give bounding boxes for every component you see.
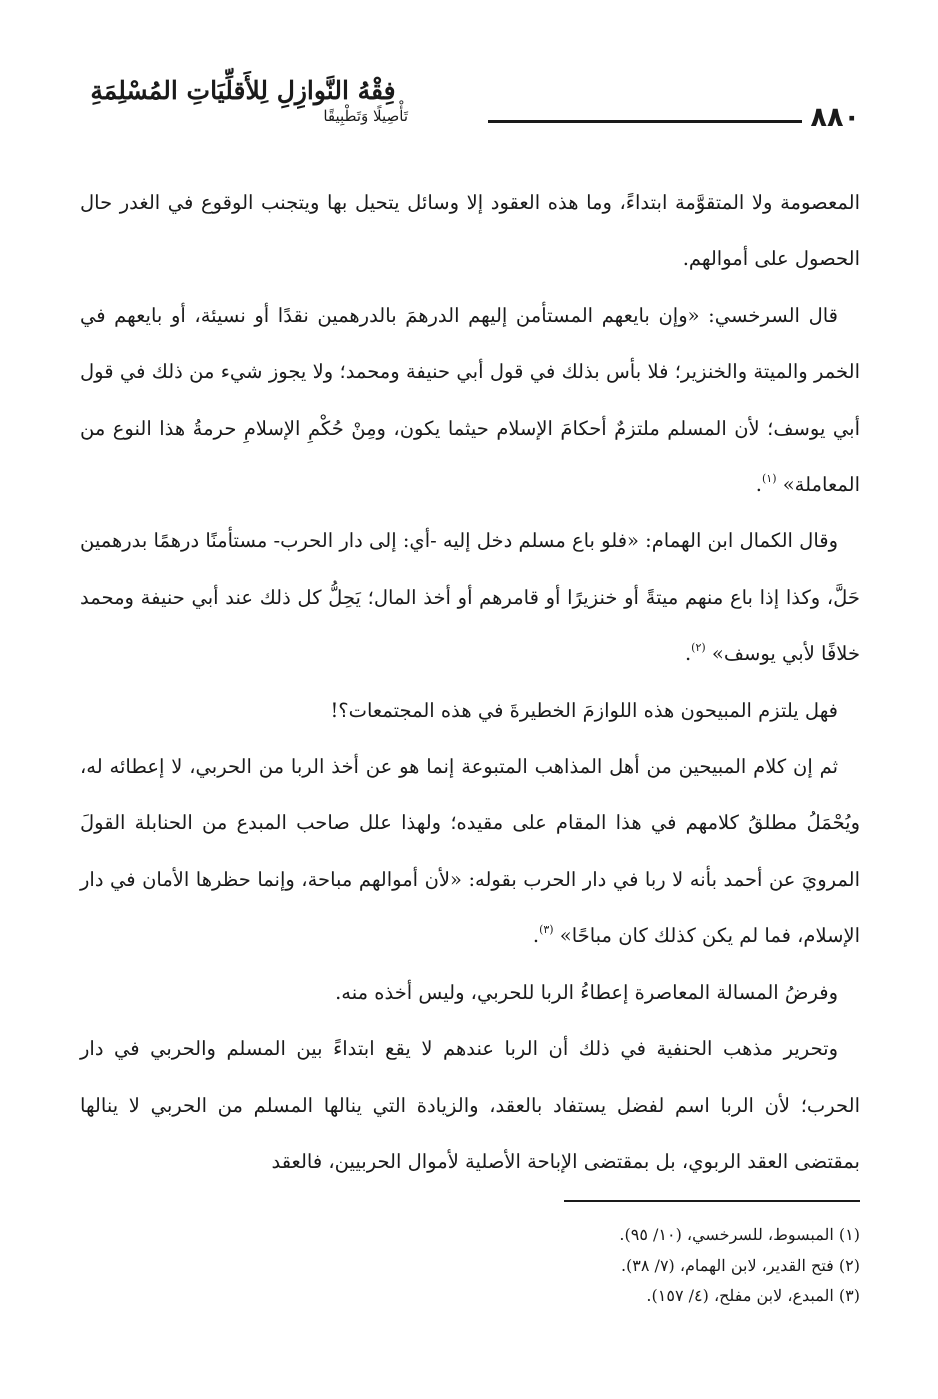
- footnote: (١) المبسوط، للسرخسي، (١٠/ ٩٥).: [619, 1225, 860, 1244]
- header-rule: [488, 120, 802, 123]
- main-text: [80, 175, 860, 1190]
- paragraph-text: وقال الكمال ابن الهمام: «فلو باع مسلم دخل إليه -أي: إلى دار الحرب- مستأمنًا درهمًا بدرهمين حَلَّ، وكذا إذا باع منهم ميتةً أو خنزيرًا أو قامرهم أو أخذ المال؛ يَحِلُّ كل ذلك عند أبي حنيفة ومحمد خلافًا لأبي يوسف»: [79, 529, 860, 666]
- paragraph: [80, 1021, 860, 1190]
- book-subtitle: تَأْصِيلًا وَتَطْبِيقًا: [323, 107, 408, 125]
- paragraph-text: ثم إن كلام المبيحين من أهل المذاهب المتبوعة إنما هو عن أخذ الربا من الحربي، لا إعطائه له، ويُحْمَلُ مطلقُ كلامهم في هذا المقام على مقيده؛ ولهذا علل صاحب المبدع من الحنابلة القولَ المرويَ عن أحمد بأنه لا ربا في دار الحرب بقوله: «لأن أموالهم مباحة، وإنما حظرها الأمان في دار الإسلام، فما لم يكن كذلك كان مباحًا»: [80, 755, 860, 948]
- paragraph: ثم إن كلام المبيحين من أهل المذاهب المتبوعة إنما هو عن أخذ الربا من الحربي، لا إعطائه له، ويُحْمَلُ مطلقُ كلامهم في هذا المقام على مقيده؛ ولهذا علل صاحب المبدع من الحنابلة القولَ المرويَ عن أحمد بأنه لا ربا في دار الحرب بقوله: «لأن أموالهم مباحة، وإنما حظرها الأمان في دار الإسلام، فما لم يكن كذلك كان مباحًا» $^{(٣)}$.: [80, 755, 860, 948]
- paragraph: [80, 683, 860, 739]
- book-title: فِقْهُ النَّوازِلِ لِلأَقلِّيَاتِ المُسْلِمَةِ: [90, 76, 396, 105]
- footnote-ref[interactable]: (١): [762, 472, 777, 486]
- footnote-ref[interactable]: (٣): [539, 923, 554, 937]
- footnote-ref[interactable]: (٢): [691, 641, 706, 655]
- footnote: (٣) المبدع، لابن مفلح، (٤/ ١٥٧).: [646, 1286, 860, 1305]
- running-header: [78, 74, 860, 144]
- paragraph-text: وتحرير مذهب الحنفية في ذلك أن الربا عندهم لا يقع ابتداءً بين المسلم والحربي في دار الحرب؛ لأن الربا اسم لفضل يستفاد بالعقد، والزيادة التي ينالها المسلم من الحربي لا ينالها بمقتضى العقد الربوي، بل بمقتضى الإباحة الأصلية لأموال الحربيين، فالعقد: [80, 1037, 860, 1173]
- paragraph: [80, 965, 860, 1021]
- paragraph: قال السرخسي: «وإن بايعهم المستأمن إليهم الدرهمَ بالدرهمين نقدًا أو نسيئة، أو بايعهم في الخمر والميتة والخنزير؛ فلا بأس بذلك في قول أبي حنيفة ومحمد؛ ولا يجوز شيء من ذلك في قول أبي يوسف؛ لأن المسلم ملتزمٌ أحكامَ الإسلام حيثما يكون، ومِنْ حُكْمِ الإسلامِ حرمةُ هذا النوع من المعاملة» $^{(١)}$.: [80, 303, 860, 497]
- paragraph-text: المعصومة ولا المتقوَّمة ابتداءً، وما هذه العقود إلا وسائل يتحيل بها ويتجنب الوقوع في الغدر حال الحصول على أموالهم.: [80, 191, 860, 271]
- paragraph: [80, 175, 860, 288]
- page-number: ٨٨٠: [810, 102, 860, 133]
- paragraph-text: فهل يلتزم المبيحون هذه اللوازمَ الخطيرةَ في هذه المجتمعات؟!: [330, 698, 838, 722]
- book-title-logo: [78, 76, 408, 125]
- paragraph-text: قال السرخسي: «وإن بايعهم المستأمن إليهم الدرهمَ بالدرهمين نقدًا أو نسيئة، أو بايعهم في الخمر والميتة والخنزير؛ فلا بأس بذلك في قول أبي حنيفة ومحمد؛ ولا يجوز شيء من ذلك في قول أبي يوسف؛ لأن المسلم ملتزمٌ أحكامَ الإسلام حيثما يكون، ومِنْ حُكْمِ الإسلامِ حرمةُ هذا النوع من المعاملة»: [80, 303, 860, 497]
- footnotes: [80, 1220, 860, 1312]
- paragraph-text: وفرضُ المسالة المعاصرة إعطاءُ الربا للحربي، وليس أخذه منه.: [335, 980, 838, 1004]
- footnote: (٢) فتح القدير، لابن الهمام، (٧/ ٣٨).: [620, 1255, 860, 1275]
- paragraph: وقال الكمال ابن الهمام: «فلو باع مسلم دخل إليه -أي: إلى دار الحرب- مستأمنًا درهمًا بدرهمين حَلَّ، وكذا إذا باع منهم ميتةً أو خنزيرًا أو قامرهم أو أخذ المال؛ يَحِلُّ كل ذلك عند أبي حنيفة ومحمد خلافًا لأبي يوسف» $^{(٢)}$.: [79, 529, 860, 666]
- footnote-separator: [564, 1200, 860, 1202]
